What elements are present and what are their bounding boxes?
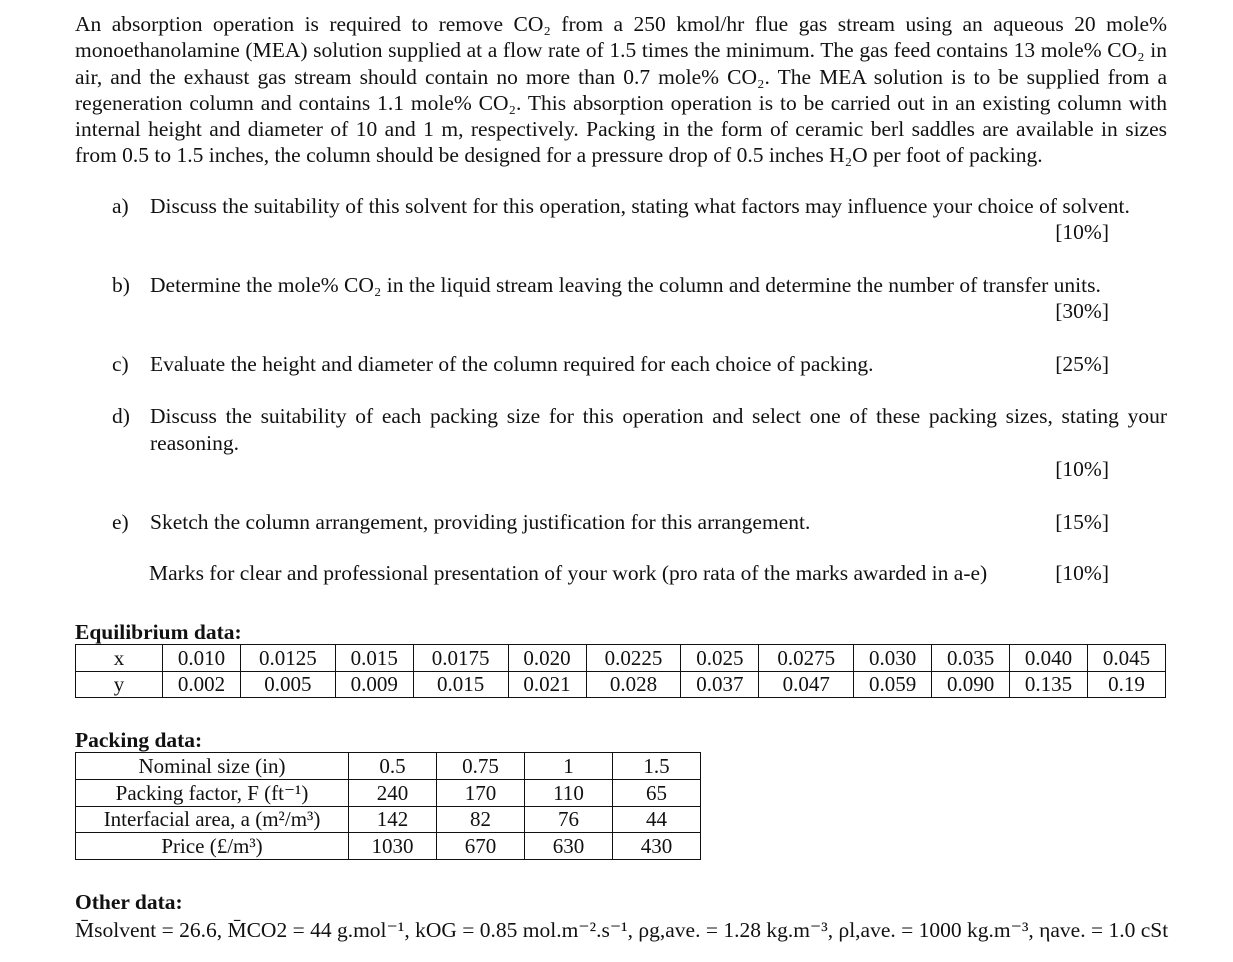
equilibrium-section [75, 620, 1166, 698]
x-cell: 0.035 [932, 645, 1010, 672]
question-mark: [10%] [1055, 457, 1109, 482]
question-label: a) [112, 193, 129, 218]
question-text: Determine the mole% CO₂ in the liquid stream leaving the column and determine the number of transfer units. [150, 272, 1101, 297]
packing-cell: 1 [525, 753, 613, 780]
x-header: x [76, 645, 163, 672]
y-cell: 0.059 [854, 671, 932, 698]
other-data-line: M̄solvent = 26.6, M̄CO2 = 44 g.mol⁻¹, kOG = 0.85 mol.m⁻².s⁻¹, ρg,ave. = 1.28 kg.m⁻³, ρl,ave. = 1000 kg.m⁻³, ηave. = 1.0 cSt [75, 918, 1169, 942]
document-page [75, 11, 1167, 586]
y-cell: 0.037 [681, 671, 759, 698]
question-b [75, 272, 1167, 325]
y-cell: 0.028 [586, 671, 681, 698]
y-cell: 0.021 [508, 671, 586, 698]
packing-row [76, 779, 701, 806]
question-list [75, 193, 1167, 536]
y-cell: 0.015 [413, 671, 508, 698]
x-cell: 0.0225 [586, 645, 681, 672]
question-label: d) [112, 404, 130, 429]
x-cell: 0.010 [163, 645, 241, 672]
packing-cell: 0.75 [437, 753, 525, 780]
x-cell: 0.020 [508, 645, 586, 672]
question-label: c) [112, 351, 129, 376]
packing-table [75, 752, 701, 860]
question-text: Discuss the suitability of each packing size for this operation and select one of these packing sizes, stating your reasoning. [150, 404, 1167, 455]
equilibrium-x-row [76, 645, 1166, 672]
packing-cell: 44 [613, 806, 701, 833]
x-cell: 0.0275 [759, 645, 854, 672]
packing-cell: 76 [525, 806, 613, 833]
equilibrium-title: Equilibrium data: [75, 620, 242, 644]
question-label: b) [112, 272, 130, 297]
y-cell: 0.090 [932, 671, 1010, 698]
packing-cell: 630 [525, 833, 613, 860]
packing-row [76, 806, 701, 833]
other-data-section [75, 890, 1168, 944]
y-cell: 0.009 [335, 671, 413, 698]
packing-cell: 170 [437, 779, 525, 806]
y-cell: 0.135 [1010, 671, 1088, 698]
x-cell: 0.030 [854, 645, 932, 672]
question-a [75, 193, 1167, 246]
packing-cell: 82 [437, 806, 525, 833]
packing-title: Packing data: [75, 728, 203, 752]
y-cell: 0.002 [163, 671, 241, 698]
y-header: y [76, 671, 163, 698]
x-cell: 0.0125 [240, 645, 335, 672]
question-text: Discuss the suitability of this solvent for this operation, stating what factors may influence your choice of solvent. [150, 193, 1130, 218]
x-cell: 0.040 [1010, 645, 1088, 672]
presentation-mark: [10%] [1055, 561, 1109, 586]
presentation-text: Marks for clear and professional presentation of your work (pro rata of the marks awarded in a-e) [149, 561, 988, 586]
packing-section [75, 728, 701, 860]
question-label: e) [112, 509, 129, 534]
question-mark: [15%] [1055, 509, 1109, 534]
packing-cell: 142 [349, 806, 437, 833]
x-cell: 0.025 [681, 645, 759, 672]
packing-row [76, 833, 701, 860]
y-cell: 0.047 [759, 671, 854, 698]
packing-cell: 1.5 [613, 753, 701, 780]
question-d [75, 403, 1167, 483]
packing-cell: 670 [437, 833, 525, 860]
problem-statement: An absorption operation is required to remove CO₂ from a 250 kmol/hr flue gas stream using an aqueous 20 mole% monoethanolamine (MEA) solution supplied at a flow rate of 1.5 times the minimum. The gas feed contains 13 mole% CO₂ in air, and the exhaust gas stream should contain no more than 0.7 mole% CO₂. The MEA solution is to be supplied from a regeneration column and contains 1.1 mole% CO₂. This absorption operation is to be carried out in an existing column with internal height and diameter of 10 and 1 m, respectively. Packing in the form of ceramic berl saddles are available in sizes from 0.5 to 1.5 inches, the column should be designed for a pressure drop of 0.5 inches H₂O per foot of packing. [75, 12, 1167, 168]
question-mark: [10%] [1055, 220, 1109, 245]
packing-cell: 0.5 [349, 753, 437, 780]
question-c [75, 351, 1167, 378]
question-mark: [25%] [1055, 351, 1109, 376]
equilibrium-y-row [76, 671, 1166, 698]
packing-row-name: Nominal size (in) [76, 753, 349, 780]
packing-row [76, 753, 701, 780]
question-text: Evaluate the height and diameter of the column required for each choice of packing. [150, 351, 874, 376]
packing-cell: 110 [525, 779, 613, 806]
question-mark: [30%] [1055, 299, 1109, 324]
packing-cell: 430 [613, 833, 701, 860]
x-cell: 0.045 [1087, 645, 1165, 672]
packing-row-name: Interfacial area, a (m²/m³) [76, 806, 349, 833]
x-cell: 0.0175 [413, 645, 508, 672]
y-cell: 0.19 [1087, 671, 1165, 698]
question-e [75, 509, 1167, 536]
packing-cell: 240 [349, 779, 437, 806]
y-cell: 0.005 [240, 671, 335, 698]
other-data-title: Other data: [75, 890, 183, 914]
equilibrium-table [75, 644, 1166, 698]
packing-row-name: Packing factor, F (ft⁻¹) [76, 779, 349, 806]
packing-row-name: Price (£/m³) [76, 833, 349, 860]
presentation-marks [75, 560, 1167, 586]
packing-cell: 65 [613, 779, 701, 806]
x-cell: 0.015 [335, 645, 413, 672]
question-text: Sketch the column arrangement, providing justification for this arrangement. [150, 509, 811, 534]
packing-cell: 1030 [349, 833, 437, 860]
